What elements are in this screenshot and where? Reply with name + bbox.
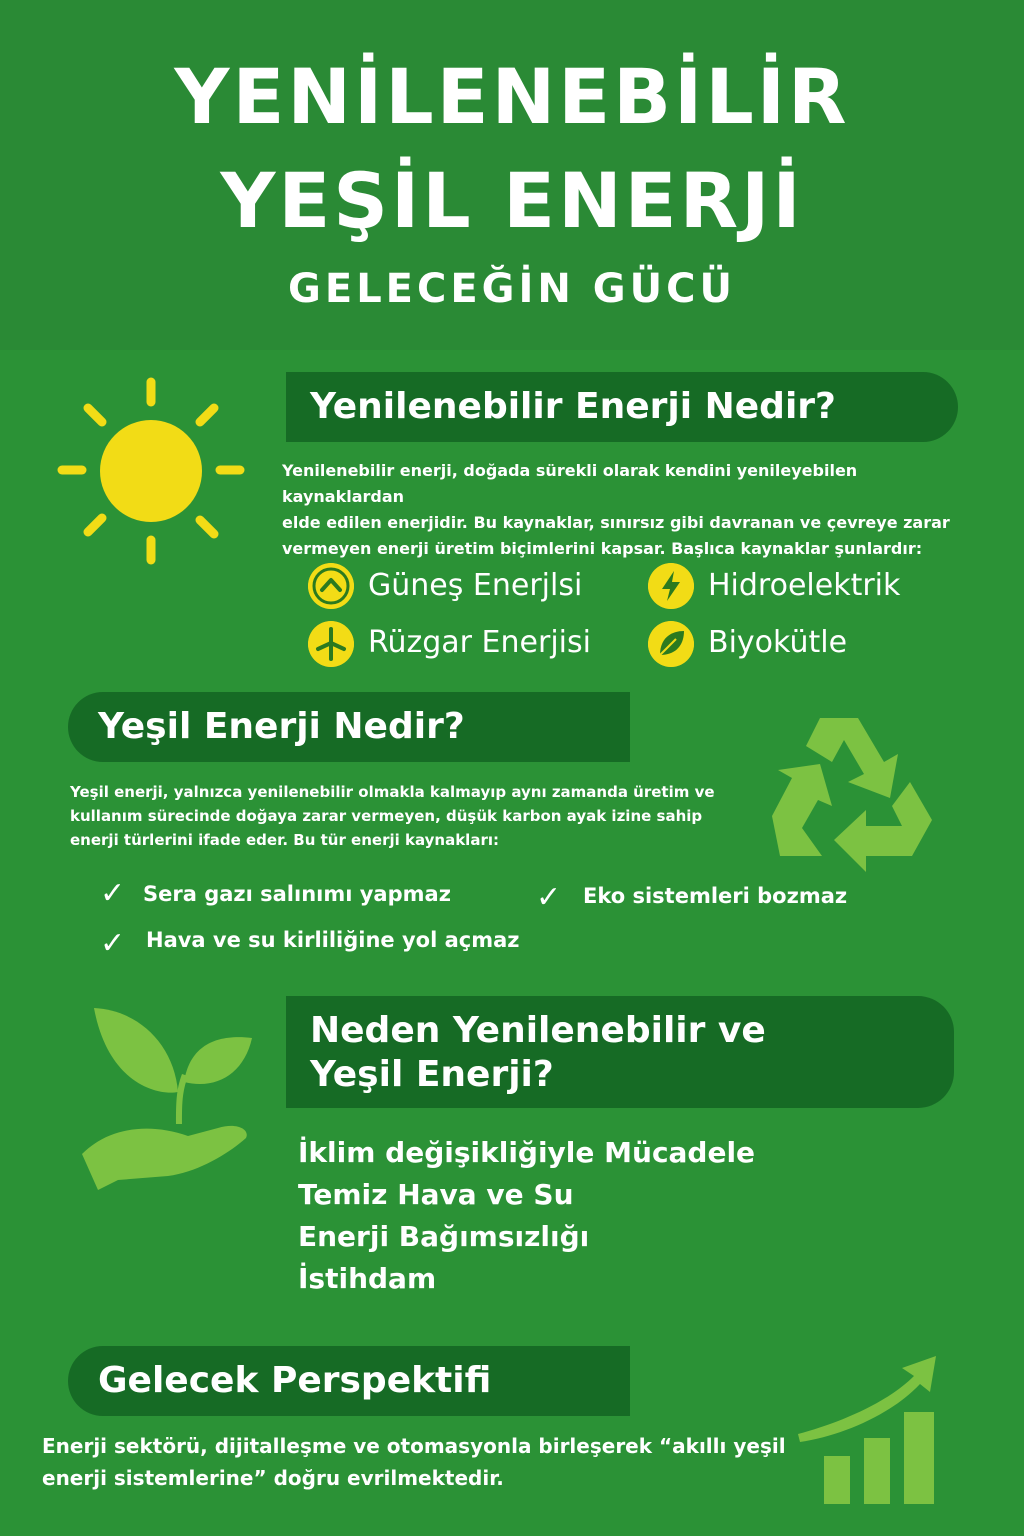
checkmark-icon: ✓ bbox=[100, 876, 126, 911]
leaf-icon bbox=[648, 621, 694, 667]
section3-heading-line-1: Neden Yenilenebilir ve bbox=[310, 1010, 766, 1051]
plant-in-hand-icon bbox=[78, 1004, 258, 1190]
sun-icon bbox=[56, 376, 246, 566]
section2-banner bbox=[68, 692, 630, 762]
section1-banner bbox=[286, 372, 958, 442]
section3-heading-line-2: Yeşil Enerji? bbox=[310, 1054, 554, 1095]
lightning-icon bbox=[648, 563, 694, 609]
source-label-hydro: Hidroelektrik bbox=[708, 568, 901, 603]
growth-chart-icon bbox=[796, 1354, 944, 1508]
section1-paragraph: Yenilenebilir enerji, doğada sürekli olarak kendini yenileyebilen kaynaklardan elde edilen enerjidir. Bu kaynaklar, sınırsız gibi davranan ve çevreye zarar vermeyen enerji üretim biçimlerini kapsar. Başlıca kaynaklar şunlardır: bbox=[282, 461, 950, 558]
subtitle: GELECEĞİN GÜCÜ bbox=[288, 266, 736, 312]
source-label-wind: Rüzgar Enerjisi bbox=[368, 625, 591, 660]
reason-item-4: İstihdam bbox=[298, 1262, 437, 1295]
checkmark-icon: ✓ bbox=[536, 880, 562, 915]
section4-paragraph: Enerji sektörü, dijitalleşme ve otomasyonla birleşerek “akıllı yeşil enerji sistemlerine” doğru evrilmektedir. bbox=[42, 1434, 786, 1490]
source-label-biomass: Biyokütle bbox=[708, 625, 848, 660]
section4-heading: Gelecek Perspektifi bbox=[98, 1360, 492, 1401]
sun-arrow-icon bbox=[308, 563, 354, 609]
section4-banner bbox=[68, 1346, 630, 1416]
section3-banner bbox=[286, 996, 954, 1108]
source-label-solar: Güneş Enerjlsi bbox=[368, 568, 583, 603]
recycle-icon bbox=[762, 706, 938, 872]
section2-paragraph: Yeşil enerji, yalnızca yenilenebilir olmakla kalmayıp aynı zamanda üretim ve kullanım sürecinde doğaya zarar vermeyen, düşük karbon ayak izine sahip enerji türlerini ifade eder. Bu tür enerji kaynakları: bbox=[70, 783, 715, 849]
title-line-1: YENİLENEBİLİR bbox=[174, 52, 850, 141]
header bbox=[0, 0, 1024, 350]
section2-heading: Yeşil Enerji Nedir? bbox=[98, 706, 465, 747]
reason-item-3: Enerji Bağımsızlığı bbox=[298, 1220, 590, 1253]
checkmark-icon: ✓ bbox=[100, 926, 126, 961]
title-line-2: YEŞİL ENERJİ bbox=[220, 156, 804, 245]
reason-item-2: Temiz Hava ve Su bbox=[298, 1178, 574, 1211]
section1-heading: Yenilenebilir Enerji Nedir? bbox=[310, 386, 836, 427]
wind-turbine-icon bbox=[308, 621, 354, 667]
reason-item-1: İklim değişikliğiyle Mücadele bbox=[298, 1136, 756, 1169]
